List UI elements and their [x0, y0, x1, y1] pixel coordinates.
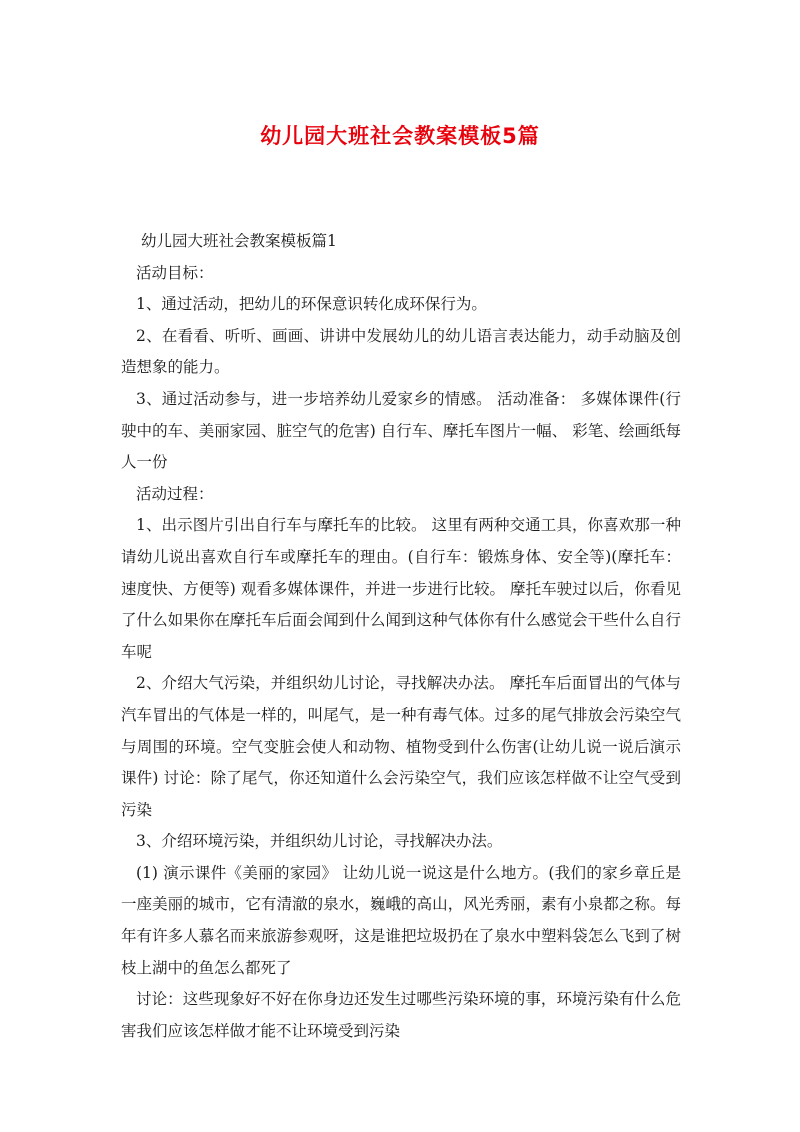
paragraph: 讨论：这些现象好不好在你身边还发生过哪些污染环境的事，环境污染有什么危害我们应该怎样做才能不让环境受到污染: [121, 990, 681, 1040]
document-title: 幼儿园大班社会教案模板5篇: [260, 124, 540, 148]
paragraph: 2、在看看、听听、画画、讲讲中发展幼儿的幼儿语言表达能力，动手动脑及创造想象的能力。: [121, 326, 681, 377]
paragraph: 活动过程：: [136, 484, 214, 503]
paragraph: 3、介绍环境污染，并组织幼儿讨论，寻找解决办法。: [136, 832, 503, 851]
document-body: [121, 226, 681, 1047]
paragraph: 活动目标：: [136, 263, 214, 282]
paragraph: 1、出示图片引出自行车与摩托车的比较。 这里有两种交通工具，你喜欢那一种请幼儿说出喜欢自行车或摩托车的理由。(自行车：锻炼身体、安全等)(摩托车：速度快、方便等) 观看多媒体课件，并进一步进行比较。 摩托车驶过以后，你看见了什么如果你在摩托车后面会闻到什么闻到这种气体你有什么感觉会干些什么自行车呢: [121, 516, 681, 661]
paragraph: 2、介绍大气污染，并组织幼儿讨论，寻找解决办法。 摩托车后面冒出的气体与汽车冒出的气体是一样的，叫尾气，是一种有毒气体。过多的尾气排放会污染空气与周围的环境。空气变脏会使人和动物、植物受到什么伤害(让幼儿说一说后演示课件) 讨论：除了尾气，你还知道什么会污染空气，我们应该怎样做不让空气受到污染: [121, 674, 681, 819]
paragraph: (1) 演示课件《美丽的家园》 让幼儿说一说这是什么地方。(我们的家乡章丘是一座美丽的城市，它有清澈的泉水，巍峨的高山，风光秀丽，素有小泉都之称。每年有许多人慕名而来旅游参观呀，这是谁把垃圾扔在了泉水中塑料袋怎么飞到了树枝上湖中的鱼怎么都死了: [121, 863, 681, 977]
section-heading: 幼儿园大班社会教案模板篇1: [141, 232, 337, 250]
paragraph: 3、通过活动参与，进一步培养幼儿爱家乡的情感。 活动准备： 多媒体课件(行驶中的车、美丽家园、脏空气的危害) 自行车、摩托车图片一幅、 彩笔、绘画纸每人一份: [121, 389, 681, 472]
paragraph: 1、通过活动，把幼儿的环保意识转化成环保行为。: [136, 295, 487, 314]
